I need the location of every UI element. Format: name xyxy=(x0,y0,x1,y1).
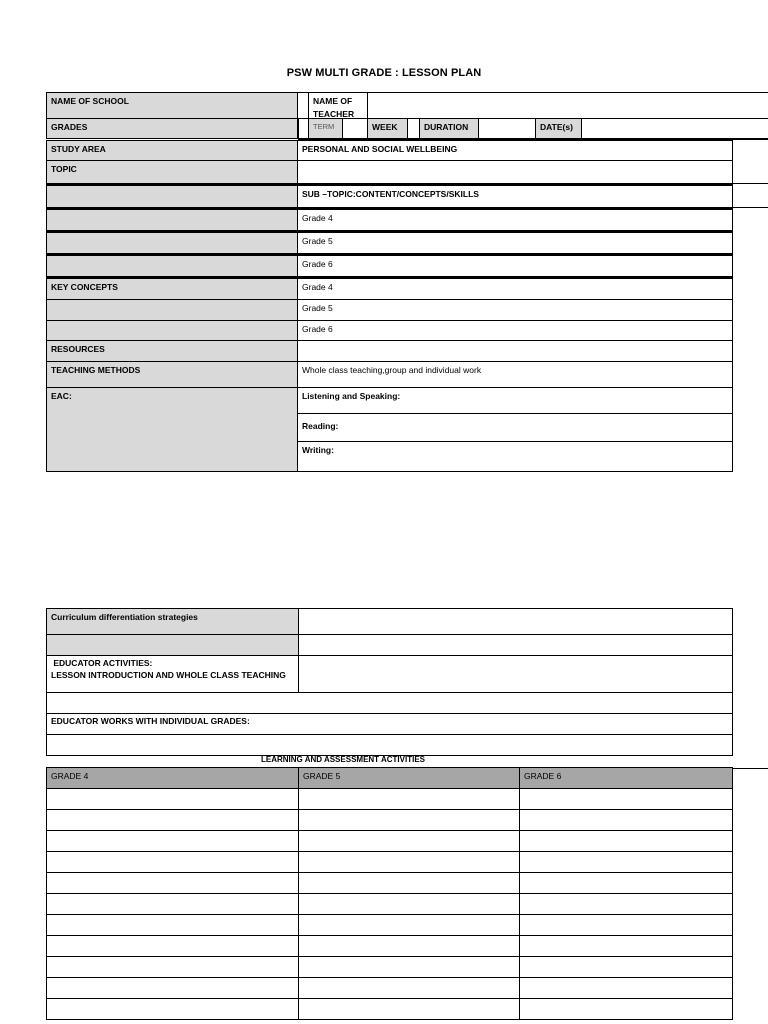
curriculum-differentiation-extra-field[interactable] xyxy=(298,634,733,656)
subtopic-grade-6[interactable]: Grade 6 xyxy=(297,255,733,277)
eac-listening-speaking[interactable]: Listening and Speaking: xyxy=(297,387,733,414)
key-concepts-label-2 xyxy=(46,299,298,321)
page-title: PSW MULTI GRADE : LESSON PLAN xyxy=(286,67,482,79)
subtopic-grade-5-label xyxy=(46,232,298,254)
activity-cell-grade-5[interactable] xyxy=(298,914,520,936)
study-area-label: STUDY AREA xyxy=(46,140,298,161)
activity-cell-grade-6[interactable] xyxy=(519,977,733,999)
topic-field[interactable] xyxy=(297,160,733,184)
lesson-introduction-title: LESSON INTRODUCTION AND WHOLE CLASS TEACHING xyxy=(51,670,286,680)
activity-cell-grade-5[interactable] xyxy=(298,788,520,810)
subtopic-label-cell xyxy=(46,185,298,208)
subtopic-grade-4-label xyxy=(46,209,298,231)
key-concepts-grade-5[interactable]: Grade 5 xyxy=(297,299,733,321)
rule xyxy=(733,768,768,769)
duration-field[interactable] xyxy=(478,118,536,139)
educator-activities-title: EDUCATOR ACTIVITIES: xyxy=(51,658,153,668)
activity-cell-grade-6[interactable] xyxy=(519,872,733,894)
curriculum-differentiation-extra-label xyxy=(46,634,299,656)
activity-cell-grade-6[interactable] xyxy=(519,935,733,957)
activity-cell-grade-4[interactable] xyxy=(46,977,299,999)
name-of-school-label: NAME OF SCHOOL xyxy=(46,92,298,119)
activity-cell-grade-6[interactable] xyxy=(519,893,733,915)
activity-cell-grade-6[interactable] xyxy=(519,956,733,978)
subtopic-grade-4[interactable]: Grade 4 xyxy=(297,209,733,231)
teaching-methods-value: Whole class teaching,group and individual work xyxy=(297,361,733,388)
activity-cell-grade-5[interactable] xyxy=(298,893,520,915)
col-grade-5-header: GRADE 5 xyxy=(298,767,520,789)
resources-label: RESOURCES xyxy=(46,340,298,362)
lesson-introduction-field[interactable] xyxy=(46,692,733,714)
eac-label: EAC: xyxy=(46,387,298,472)
rule xyxy=(733,207,768,208)
col-grade-4-header: GRADE 4 xyxy=(46,767,299,789)
activity-cell-grade-5[interactable] xyxy=(298,872,520,894)
activity-cell-grade-5[interactable] xyxy=(298,956,520,978)
subtopic-grade-6-label xyxy=(46,255,298,277)
activity-cell-grade-4[interactable] xyxy=(46,872,299,894)
curriculum-differentiation-field[interactable] xyxy=(298,608,733,635)
activity-cell-grade-5[interactable] xyxy=(298,935,520,957)
dates-label: DATE(s) xyxy=(535,118,582,139)
educator-activities-label xyxy=(46,655,299,693)
key-concepts-label-3 xyxy=(46,320,298,341)
activity-cell-grade-6[interactable] xyxy=(519,809,733,831)
activity-cell-grade-6[interactable] xyxy=(519,998,733,1020)
duration-label: DURATION xyxy=(419,118,479,139)
term-field[interactable] xyxy=(342,118,368,139)
dates-field[interactable] xyxy=(581,118,768,139)
study-area-value: PERSONAL AND SOCIAL WELLBEING xyxy=(297,140,733,161)
lesson-activities-table xyxy=(0,600,768,1024)
activity-cell-grade-6[interactable] xyxy=(519,788,733,810)
resources-field[interactable] xyxy=(297,340,733,362)
eac-reading[interactable]: Reading: xyxy=(297,413,733,442)
learning-assessment-title: LEARNING AND ASSESSMENT ACTIVITIES xyxy=(260,755,425,764)
activity-cell-grade-5[interactable] xyxy=(298,830,520,852)
key-concepts-grade-4[interactable]: Grade 4 xyxy=(297,278,733,300)
teaching-methods-label: TEACHING METHODS xyxy=(46,361,298,388)
activity-cell-grade-4[interactable] xyxy=(46,956,299,978)
activity-cell-grade-5[interactable] xyxy=(298,851,520,873)
subtopic-header: SUB –TOPIC:CONTENT/CONCEPTS/SKILLS xyxy=(297,185,733,208)
lesson-plan-header-table xyxy=(0,0,768,480)
activity-cell-grade-4[interactable] xyxy=(46,788,299,810)
educator-activities-field[interactable] xyxy=(298,655,733,693)
activity-cell-grade-5[interactable] xyxy=(298,977,520,999)
key-concepts-label: KEY CONCEPTS xyxy=(46,278,298,300)
activity-cell-grade-6[interactable] xyxy=(519,851,733,873)
educator-works-field[interactable] xyxy=(46,734,733,756)
subtopic-grade-5[interactable]: Grade 5 xyxy=(297,232,733,254)
activity-cell-grade-4[interactable] xyxy=(46,914,299,936)
activity-cell-grade-5[interactable] xyxy=(298,809,520,831)
col-grade-6-header: GRADE 6 xyxy=(519,767,733,789)
activity-cell-grade-4[interactable] xyxy=(46,935,299,957)
activity-cell-grade-4[interactable] xyxy=(46,851,299,873)
activity-cell-grade-4[interactable] xyxy=(46,893,299,915)
activity-cell-grade-5[interactable] xyxy=(298,998,520,1020)
week-label: WEEK xyxy=(367,118,408,139)
activity-cell-grade-6[interactable] xyxy=(519,914,733,936)
eac-writing[interactable]: Writing: xyxy=(297,441,733,472)
grades-label: GRADES xyxy=(46,118,298,139)
activity-cell-grade-4[interactable] xyxy=(46,830,299,852)
activity-cell-grade-4[interactable] xyxy=(46,809,299,831)
name-of-teacher-field[interactable] xyxy=(367,92,768,119)
curriculum-differentiation-label: Curriculum differentiation strategies xyxy=(46,608,299,635)
educator-works-label: EDUCATOR WORKS WITH INDIVIDUAL GRADES: xyxy=(46,713,733,735)
activity-cell-grade-4[interactable] xyxy=(46,998,299,1020)
rule xyxy=(733,183,768,184)
name-of-teacher-label: NAME OF TEACHER xyxy=(308,92,368,119)
spacer xyxy=(298,92,308,119)
topic-label: TOPIC xyxy=(46,160,298,184)
term-label: TERM xyxy=(308,118,343,139)
activity-cell-grade-6[interactable] xyxy=(519,830,733,852)
key-concepts-grade-6[interactable]: Grade 6 xyxy=(297,320,733,341)
